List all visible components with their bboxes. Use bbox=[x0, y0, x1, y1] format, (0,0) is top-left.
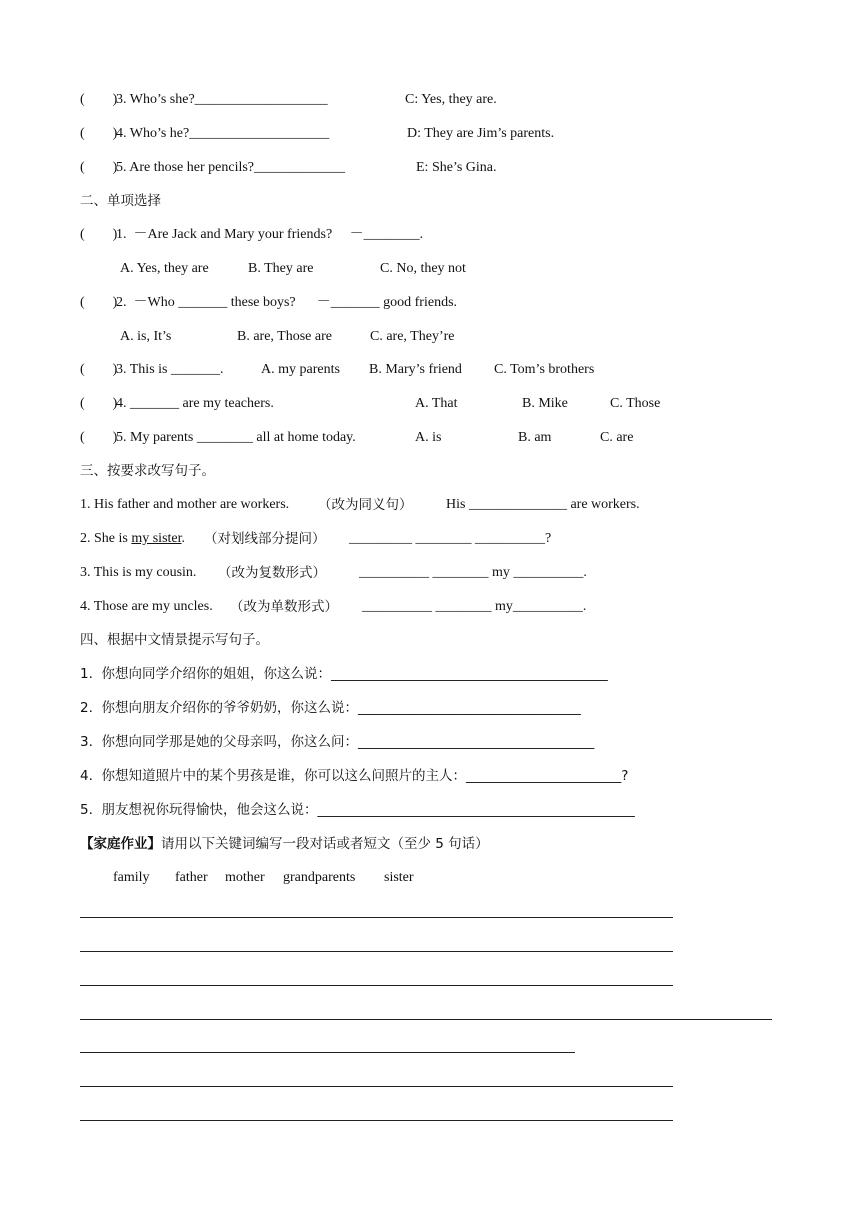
instruction-note: （改为同义句） bbox=[318, 497, 413, 513]
answer-blank[interactable]: __________ ________ my __________. bbox=[359, 565, 587, 580]
paren-blank[interactable]: ( ) bbox=[80, 295, 118, 310]
sentence-text: 3. This is my cousin. bbox=[80, 565, 197, 580]
homework-heading bbox=[80, 835, 489, 853]
choice-c[interactable]: C. Tom’s brothers bbox=[494, 362, 595, 377]
paren-blank[interactable]: ( ) bbox=[80, 396, 118, 411]
sentence-text: 1. His father and mother are workers. bbox=[80, 497, 290, 512]
paren-blank[interactable]: ( ) bbox=[80, 362, 118, 377]
keyword: mother bbox=[225, 870, 265, 885]
writing-line[interactable] bbox=[80, 1019, 772, 1020]
homework-instruction: 请用以下关键词编写一段对话或者短文（至少 5 句话） bbox=[161, 836, 489, 852]
writing-line[interactable] bbox=[80, 1086, 673, 1087]
underlined-phrase: my sister bbox=[131, 531, 182, 546]
paren-blank[interactable]: ( ) bbox=[80, 227, 118, 242]
prompt-item[interactable]: 2. 你想向朋友介绍你的爷爷奶奶，你这么说：_________________________________ bbox=[80, 700, 581, 716]
question-text: 3. This is _______. bbox=[116, 362, 224, 377]
answer-option: D: They are Jim’s parents. bbox=[407, 126, 555, 141]
writing-line[interactable] bbox=[80, 917, 673, 918]
choice-c[interactable]: C. Those bbox=[610, 396, 661, 411]
choice-c[interactable]: C. are, They’re bbox=[370, 329, 455, 344]
writing-line[interactable] bbox=[80, 1120, 673, 1121]
writing-line[interactable] bbox=[80, 985, 673, 986]
keyword: father bbox=[175, 870, 208, 885]
writing-line[interactable] bbox=[80, 1052, 575, 1053]
paren-blank[interactable]: ( ) bbox=[80, 160, 118, 175]
homework-label: 【家庭作业】 bbox=[80, 836, 161, 852]
prompt-item[interactable]: 1. 你想向同学介绍你的姐姐，你这么说：_________________________________________ bbox=[80, 666, 608, 682]
choice-c[interactable]: C. No, they not bbox=[380, 261, 466, 276]
section-heading: 二、单项选择 bbox=[80, 193, 161, 209]
prompt-item[interactable]: 3. 你想向同学那是她的父母亲吗，你这么问：___________________________________ bbox=[80, 734, 595, 750]
paren-blank[interactable]: ( ) bbox=[80, 126, 118, 141]
choice-b[interactable]: B. Mary’s friend bbox=[369, 362, 462, 377]
instruction-note: （对划线部分提问） bbox=[204, 531, 326, 547]
question-text: 4. _______ are my teachers. bbox=[116, 396, 274, 411]
question-text: 1. －Are Jack and Mary your friends? －________. bbox=[116, 227, 424, 242]
answer-blank[interactable]: __________ ________ my__________. bbox=[362, 599, 587, 614]
question-text: 2. －Who _______ these boys? －_______ good friends. bbox=[116, 295, 458, 310]
prompt-item[interactable]: 5. 朋友想祝你玩得愉快，他会这么说：_______________________________________________ bbox=[80, 802, 635, 818]
keyword: sister bbox=[384, 870, 414, 885]
choice-a[interactable]: A. is bbox=[415, 430, 442, 445]
instruction-note: （改为复数形式） bbox=[218, 565, 326, 581]
choice-b[interactable]: B. am bbox=[518, 430, 552, 445]
choice-c[interactable]: C. are bbox=[600, 430, 634, 445]
choice-a[interactable]: A. is, It’s bbox=[120, 329, 172, 344]
sentence-suffix: . bbox=[181, 531, 186, 546]
sentence-text: 4. Those are my uncles. bbox=[80, 599, 213, 614]
question-text: 5. My parents ________ all at home today. bbox=[116, 430, 356, 445]
answer-option: E: She’s Gina. bbox=[416, 160, 497, 175]
question-text: 4. Who’s he?____________________ bbox=[116, 126, 330, 141]
writing-line[interactable] bbox=[80, 951, 673, 952]
choice-b[interactable]: B. Mike bbox=[522, 396, 568, 411]
choice-a[interactable]: A. That bbox=[415, 396, 458, 411]
question-text: 3. Who’s she?___________________ bbox=[116, 92, 328, 107]
sentence-prefix: 2. She is bbox=[80, 531, 132, 546]
keyword: family bbox=[113, 870, 150, 885]
question-text: 5. Are those her pencils?_____________ bbox=[116, 160, 346, 175]
sentence-text bbox=[80, 530, 185, 548]
answer-blank[interactable]: _________ ________ __________? bbox=[349, 531, 552, 546]
paren-blank[interactable]: ( ) bbox=[80, 92, 118, 107]
choice-b[interactable]: B. They are bbox=[248, 261, 314, 276]
paren-blank[interactable]: ( ) bbox=[80, 430, 118, 445]
choice-a[interactable]: A. Yes, they are bbox=[120, 261, 209, 276]
prompt-item[interactable]: 4. 你想知道照片中的某个男孩是谁，你可以这么问照片的主人：_______________________? bbox=[80, 768, 629, 784]
answer-blank[interactable]: His ______________ are workers. bbox=[446, 497, 640, 512]
instruction-note: （改为单数形式） bbox=[230, 599, 338, 615]
answer-option: C: Yes, they are. bbox=[405, 92, 497, 107]
section-heading: 四、根据中文情景提示写句子。 bbox=[80, 632, 269, 648]
choice-a[interactable]: A. my parents bbox=[261, 362, 340, 377]
section-heading: 三、按要求改写句子。 bbox=[80, 463, 215, 479]
choice-b[interactable]: B. are, Those are bbox=[237, 329, 332, 344]
keyword: grandparents bbox=[283, 870, 356, 885]
